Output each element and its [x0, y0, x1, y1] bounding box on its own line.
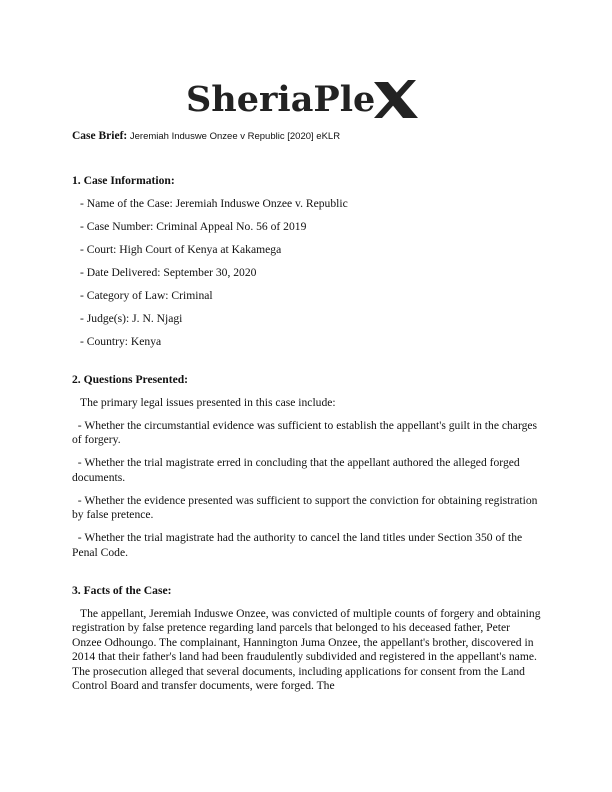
questions-presented-section — [72, 373, 542, 560]
logo-x-mark-text: X — [376, 111, 377, 112]
case-info-item-number: - Case Number: Criminal Appeal No. 56 of 2019 — [80, 219, 307, 233]
questions-presented-heading: 2. Questions Presented: — [72, 373, 189, 386]
question-item-2-text: - Whether the trial magistrate erred in concluding that the appellant authored the alleged forged documents. — [72, 456, 520, 484]
logo-wordmark: SheriaPle — [186, 79, 376, 120]
facts-paragraph: The appellant, Jeremiah Induswe Onzee, was convicted of multiple counts of forgery and obtaining registration by false pretence regarding land parcels that belonged to his deceased father, Peter Onzee Odhoungo. The complainant, Hannington Juma Onzee, the appellant's brother, discovered in 2014 that their father's land had been fraudulently subdivided and registered in the appellant's name. The prosecution alleged that several documents, including applications for consent from the Land Control Board and transfer documents, were forged. The — [72, 606, 541, 692]
case-brief-label: Case Brief: — [72, 130, 128, 142]
question-item-2 — [72, 456, 542, 485]
case-info-item-name: - Name of the Case: Jeremiah Induswe Onzee v. Republic — [80, 196, 348, 210]
case-information-heading: 1. Case Information: — [72, 174, 175, 187]
question-item-1 — [72, 419, 542, 448]
case-information-section — [72, 174, 542, 349]
facts-section — [72, 584, 542, 694]
question-item-4 — [72, 531, 542, 560]
sheriaplex-logo — [186, 74, 418, 122]
case-info-item-judges: - Judge(s): J. N. Njagi — [80, 311, 183, 325]
logo-x-mark — [374, 80, 418, 118]
case-info-item-date: - Date Delivered: September 30, 2020 — [80, 265, 257, 279]
case-info-item-court: - Court: High Court of Kenya at Kakamega — [80, 242, 282, 256]
question-item-3 — [72, 494, 542, 523]
facts-heading: 3. Facts of the Case: — [72, 584, 172, 597]
case-brief-line — [72, 130, 340, 142]
case-brief-title: Jeremiah Induswe Onzee v Republic [2020] eKLR — [129, 131, 341, 142]
question-item-4-text: - Whether the trial magistrate had the authority to cancel the land titles under Section 350 of the Penal Code. — [72, 531, 523, 559]
case-info-item-country: - Country: Kenya — [80, 334, 162, 348]
case-info-item-category: - Category of Law: Criminal — [80, 288, 213, 302]
question-item-1-text: - Whether the circumstantial evidence was sufficient to establish the appellant's guilt in the charges of forgery. — [72, 418, 538, 446]
questions-intro: The primary legal issues presented in this case include: — [80, 395, 336, 409]
document-body — [72, 174, 542, 718]
question-item-3-text: - Whether the evidence presented was sufficient to support the conviction for obtaining registration by false pretence. — [72, 493, 538, 521]
